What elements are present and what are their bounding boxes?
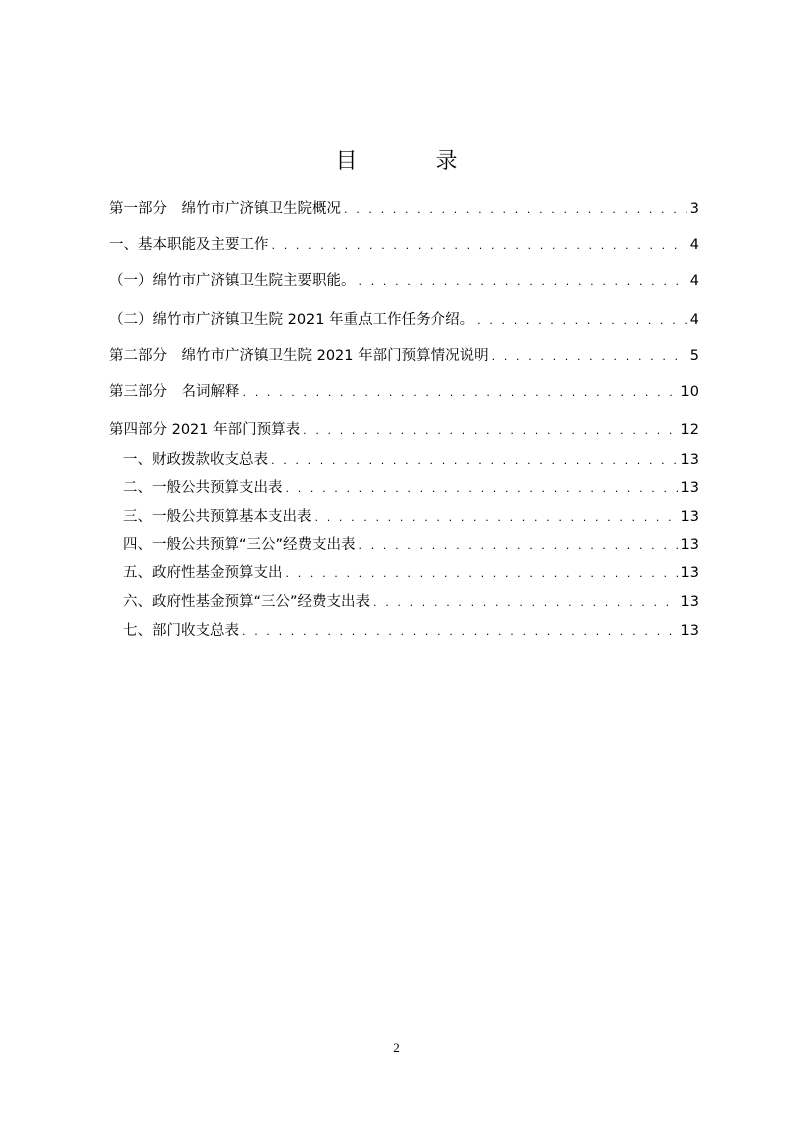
- toc-entry-part-2[interactable]: [109, 346, 699, 367]
- dot-leader: [373, 593, 678, 613]
- toc-entry-label: 第四部分 2021 年部门预算表: [109, 422, 301, 438]
- toc-entry-table-4[interactable]: [123, 535, 699, 556]
- toc-entry-page: 4: [689, 312, 699, 328]
- toc-entry-page: 10: [680, 384, 699, 400]
- toc-entry-label: 第一部分 绵竹市广济镇卫生院概况: [109, 201, 341, 217]
- toc-entry-label: 五、政府性基金预算支出: [123, 565, 283, 581]
- toc-entry-functions[interactable]: [109, 235, 699, 256]
- toc-entry-key-tasks[interactable]: [109, 310, 699, 331]
- dot-leader: [492, 347, 687, 367]
- dot-leader: [271, 451, 678, 471]
- dot-leader: [315, 508, 678, 528]
- toc-entry-label: （二）绵竹市广济镇卫生院 2021 年重点工作任务介绍。: [109, 312, 475, 328]
- toc-entry-label: 一、财政拨款收支总表: [123, 452, 268, 468]
- toc-entry-label: 六、政府性基金预算“三公”经费支出表: [123, 594, 371, 610]
- toc-entry-page: 13: [680, 594, 699, 610]
- toc-entry-page: 4: [689, 237, 699, 253]
- dot-leader: [359, 272, 687, 292]
- toc-entry-page: 13: [680, 565, 699, 581]
- toc-entry-main-functions[interactable]: [109, 271, 699, 292]
- dot-leader: [272, 236, 687, 256]
- dot-leader: [303, 421, 677, 441]
- page-title-text: 目 录: [335, 149, 486, 174]
- toc-entry-table-2[interactable]: [123, 478, 699, 499]
- toc-entry-page: 13: [680, 623, 699, 639]
- toc-entry-table-5[interactable]: [123, 563, 699, 584]
- toc-entry-label: 七、部门收支总表: [123, 623, 239, 639]
- toc-entry-table-7[interactable]: [123, 621, 699, 642]
- dot-leader: [477, 311, 687, 331]
- toc-entry-table-1[interactable]: [123, 450, 699, 471]
- toc-entry-page: 12: [680, 422, 699, 438]
- page-number: 2: [393, 1040, 400, 1055]
- toc-entry-label: 三、一般公共预算基本支出表: [123, 509, 312, 525]
- toc-entry-part-1[interactable]: [109, 199, 699, 220]
- toc-entry-table-6[interactable]: [123, 592, 699, 613]
- toc-entry-page: 13: [680, 452, 699, 468]
- toc-entry-label: 一、基本职能及主要工作: [109, 237, 269, 253]
- toc-entry-label: 二、一般公共预算支出表: [123, 480, 283, 496]
- toc-entry-page: 13: [680, 480, 699, 496]
- toc-entry-page: 3: [689, 201, 699, 217]
- toc-entry-label: 第三部分 名词解释: [109, 384, 240, 400]
- toc-entry-label: 第二部分 绵竹市广济镇卫生院 2021 年部门预算情况说明: [109, 348, 489, 364]
- toc-entry-page: 13: [680, 537, 699, 553]
- dot-leader: [344, 200, 687, 220]
- toc-entry-label: 四、一般公共预算“三公”经费支出表: [123, 537, 356, 553]
- toc-entry-part-4[interactable]: [109, 420, 699, 441]
- toc-entry-page: 5: [689, 348, 699, 364]
- dot-leader: [286, 479, 678, 499]
- toc-entry-page: 4: [689, 273, 699, 289]
- dot-leader: [359, 536, 678, 556]
- toc-entry-page: 13: [680, 509, 699, 525]
- table-of-contents: [109, 0, 699, 1122]
- dot-leader: [242, 622, 678, 642]
- toc-entry-table-3[interactable]: [123, 507, 699, 528]
- toc-entry-label: （一）绵竹市广济镇卫生院主要职能。: [109, 273, 356, 289]
- dot-leader: [286, 564, 678, 584]
- toc-entry-part-3[interactable]: [109, 382, 699, 403]
- dot-leader: [243, 383, 678, 403]
